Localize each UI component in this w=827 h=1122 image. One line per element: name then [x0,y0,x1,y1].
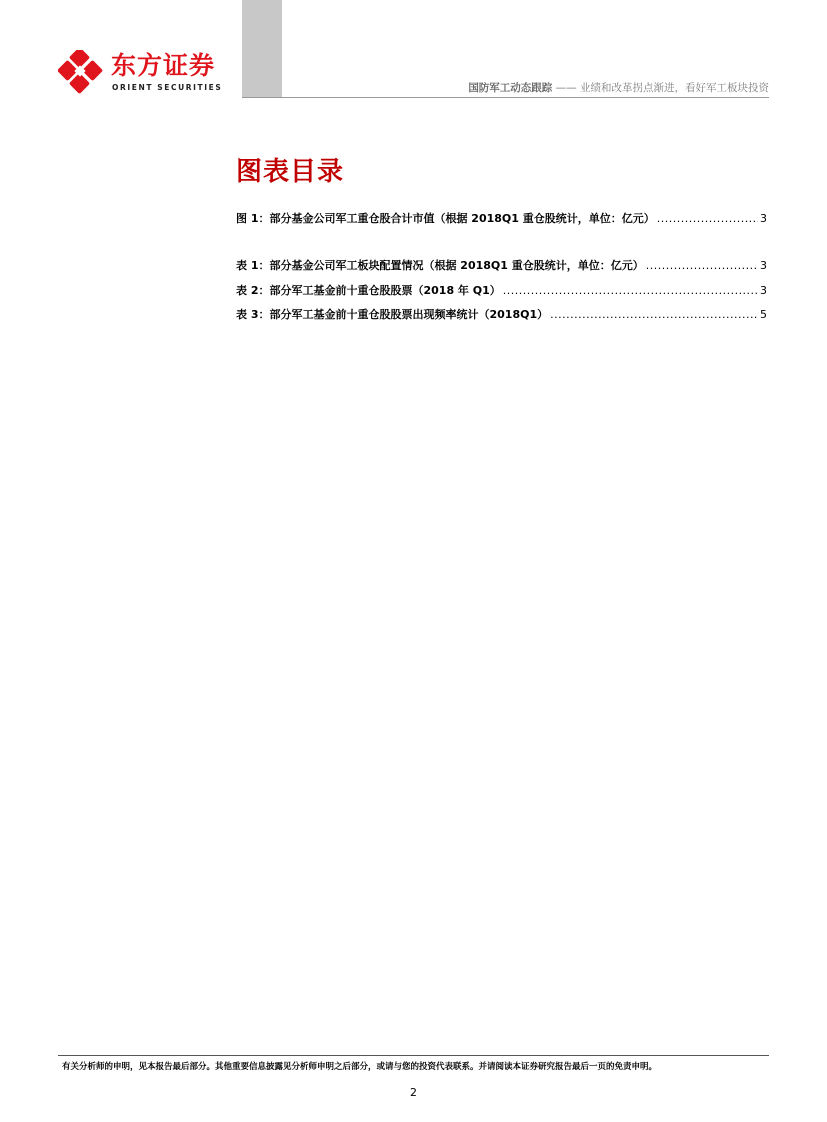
toc-entry-table-3[interactable] [236,307,767,323]
toc-dot-leader [657,211,758,227]
header-gray-band [242,0,282,97]
report-header-title [468,82,769,95]
toc-entry-label: 表 3：部分军工基金前十重仓股股票出现频率统计（2018Q1） [236,308,549,321]
footer-divider [58,1055,769,1056]
toc-dot-leader [503,283,758,299]
logo-english-name: ORIENT SECURITIES [112,83,223,92]
toc-entry-label: 表 2：部分军工基金前十重仓股股票（2018 年 Q1） [236,284,501,297]
page-number: 2 [410,1086,417,1099]
report-title: 国防军工动态跟踪 [468,82,553,94]
company-logo [58,50,228,94]
header-divider [242,97,769,98]
report-title-separator: —— [555,82,577,94]
orient-logo-icon [58,50,104,94]
toc-heading: 图表目录 [236,157,345,187]
toc-entry-page: 3 [760,259,767,272]
toc-entry-label: 表 1：部分基金公司军工板块配置情况（根据 2018Q1 重仓股统计，单位：亿元） [236,259,644,272]
toc-entry-figure-1[interactable] [236,211,767,227]
toc-dot-leader [550,307,758,323]
toc-entry-page: 5 [760,308,767,321]
toc-dot-leader [646,258,758,274]
toc-entry-label: 图 1：部分基金公司军工重仓股合计市值（根据 2018Q1 重仓股统计，单位：亿元） [236,212,655,225]
toc-entry-page: 3 [760,212,767,225]
report-subtitle: 业绩和改革拐点渐进，看好军工板块投资 [580,82,769,94]
logo-chinese-name: 东方证券 [111,51,216,80]
toc-entry-table-2[interactable] [236,283,767,299]
toc-entry-page: 3 [760,284,767,297]
toc-entry-table-1[interactable] [236,258,767,274]
analyst-disclaimer: 有关分析师的申明，见本报告最后部分。其他重要信息披露见分析师申明之后部分，或请与您的投资代表联系。并请阅读本证券研究报告最后一页的免责申明。 [62,1062,658,1072]
